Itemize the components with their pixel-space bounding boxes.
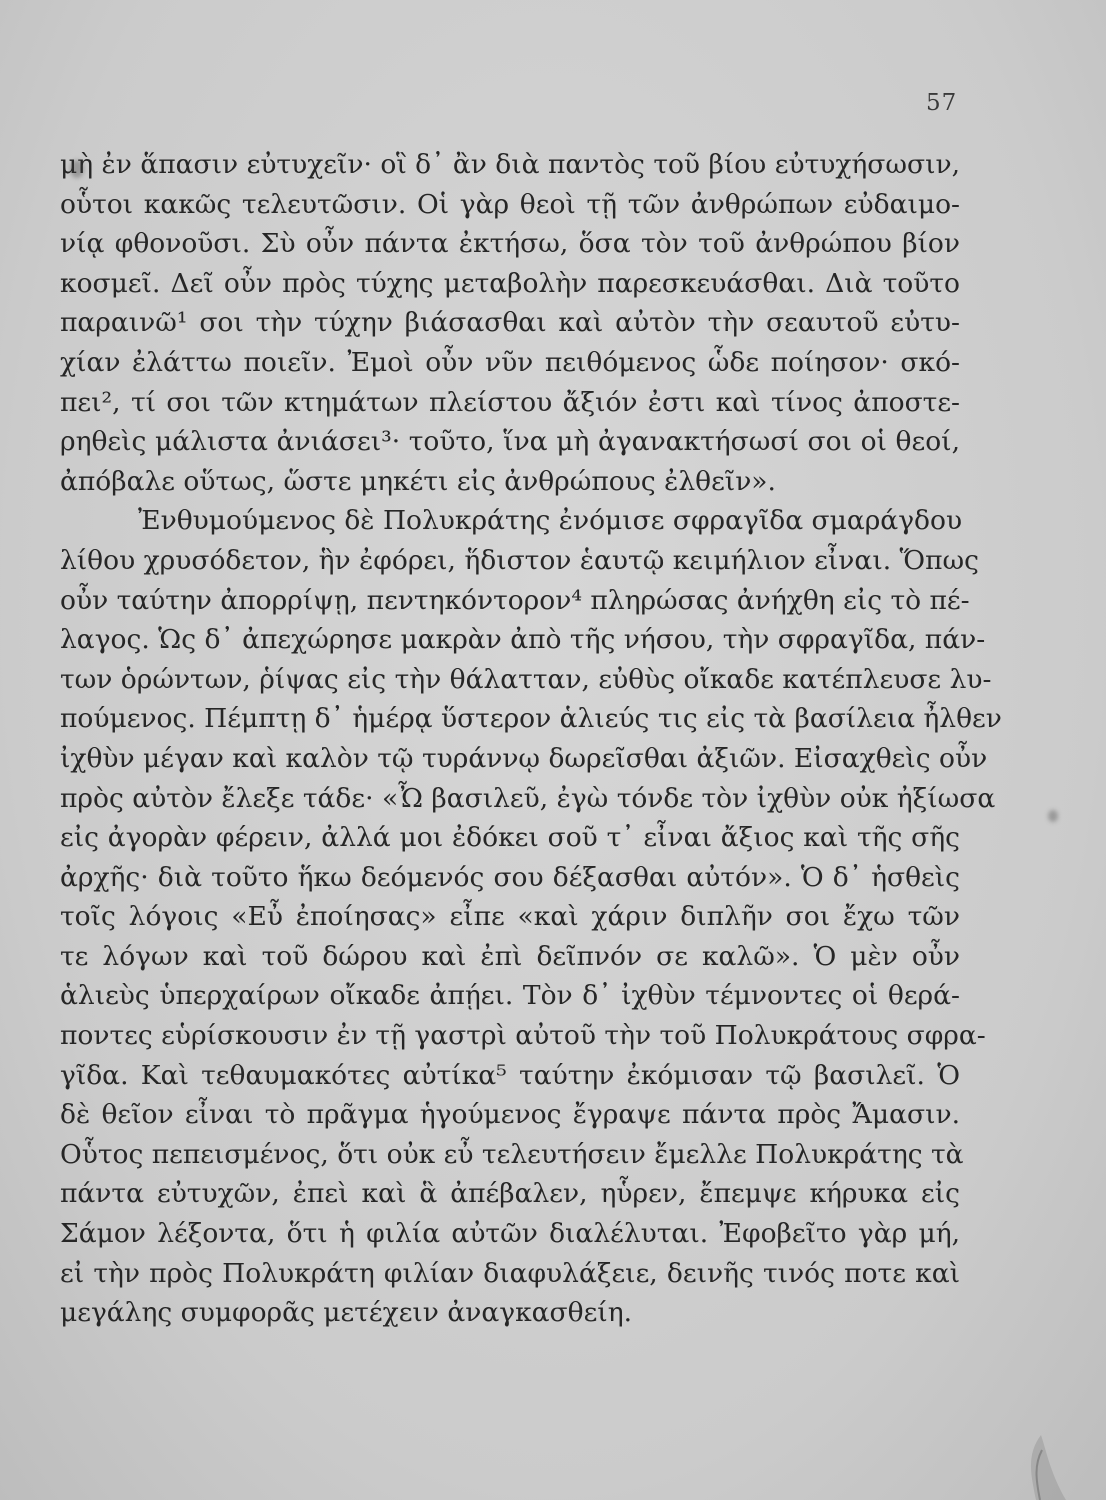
text-line: κοσμεῖ. Δεῖ οὖν πρὸς τύχης μεταβολὴν παρεσκευάσθαι. Διὰ τοῦτο: [60, 267, 960, 299]
text-line: Οὗτος πεπεισμένος, ὅτι οὐκ εὖ τελευτήσειν ἔμελλε Πολυκράτης τὰ: [60, 1138, 964, 1170]
text-line: μὴ ἐν ἅπασιν εὐτυχεῖν· οἳ δ᾽ ἂν διὰ παντὸς τοῦ βίου εὐτυχήσωσιν,: [60, 149, 960, 180]
text-line: εἰς ἀγορὰν φέρειν, ἀλλά μοι ἐδόκει σοῦ τ᾽ εἶναι ἄξιος καὶ τῆς σῆς: [60, 822, 960, 854]
text-line: ἰχθὺν μέγαν καὶ καλὸν τῷ τυράννῳ δωρεῖσθαι ἀξιῶν. Εἰσαχθεὶς οὖν: [60, 742, 988, 774]
text-line: ἀπόβαλε οὕτως, ὥστε μηκέτι εἰς ἀνθρώπους ἐλθεῖν».: [60, 465, 776, 497]
text-line: ἁλιεὺς ὑπερχαίρων οἴκαδε ἀπῄει. Τὸν δ᾽ ἰχθὺν τέμνοντες οἱ θερά-: [60, 980, 960, 1012]
text-line: γῖδα. Καὶ τεθαυμακότες αὐτίκα⁵ ταύτην ἐκόμισαν τῷ βασιλεῖ. Ὁ: [60, 1059, 960, 1091]
page-curl-icon: [996, 1380, 1066, 1500]
text-line: Σάμον λέξοντα, ὅτι ἡ φιλία αὐτῶν διαλέλυται. Ἐφοβεῖτο γὰρ μή,: [60, 1218, 960, 1250]
text-line: μεγάλης συμφορᾶς μετέχειν ἀναγκασθείη.: [60, 1297, 633, 1329]
text-line: ἀρχῆς· διὰ τοῦτο ἥκω δεόμενός σου δέξασθαι αὐτόν». Ὁ δ᾽ ἡσθεὶς: [60, 861, 960, 893]
text-line: ρηθεὶς μάλιστα ἀνιάσει³· τοῦτο, ἵνα μὴ ἀγανακτήσωσί σοι οἱ θεοί,: [60, 426, 960, 458]
text-line: χίαν ἐλάττω ποιεῖν. Ἐμοὶ οὖν νῦν πειθόμενος ὧδε ποίησον· σκό-: [60, 346, 960, 378]
text-line: των ὁρώντων, ῥίψας εἰς τὴν θάλατταν, εὐθὺς οἴκαδε κατέπλευσε λυ-: [60, 663, 992, 695]
page-number: 57: [926, 90, 958, 116]
text-line: πάντα εὐτυχῶν, ἐπεὶ καὶ ἃ ἀπέβαλεν, ηὗρεν, ἔπεμψε κήρυκα εἰς: [60, 1178, 960, 1210]
ink-smudge: [70, 160, 84, 178]
text-line: λίθου χρυσόδετον, ἣν ἐφόρει, ἥδιστον ἑαυτῷ κειμήλιον εἶναι. Ὅπως: [60, 544, 979, 576]
text-line: παραινῶ¹ σοι τὴν τύχην βιάσασθαι καὶ αὐτὸν τὴν σεαυτοῦ εὐτυ-: [60, 307, 960, 339]
text-line: πει², τί σοι τῶν κτημάτων πλείστου ἄξιόν ἐστι καὶ τίνος ἀποστε-: [60, 386, 960, 418]
text-line: νίᾳ φθονοῦσι. Σὺ οὖν πάντα ἐκτήσω, ὅσα τὸν τοῦ ἀνθρώπου βίον: [60, 228, 960, 260]
text-line: πρὸς αὐτὸν ἔλεξε τάδε· «Ὦ βασιλεῦ, ἐγὼ τόνδε τὸν ἰχθὺν οὐκ ἠξίωσα: [60, 782, 996, 814]
text-line: οὖν ταύτην ἀπορρίψῃ, πεντηκόντορον⁴ πληρώσας ἀνήχθη εἰς τὸ πέ-: [60, 584, 970, 616]
text-line: ποντες εὑρίσκουσιν ἐν τῇ γαστρὶ αὐτοῦ τὴν τοῦ Πολυκράτους σφρα-: [60, 1020, 986, 1052]
text-line: εἰ τὴν πρὸς Πολυκράτη φιλίαν διαφυλάξειε, δεινῆς τινός ποτε καὶ: [60, 1257, 960, 1289]
text-line: δὲ θεῖον εἶναι τὸ πρᾶγμα ἡγούμενος ἔγραψε πάντα πρὸς Ἄμασιν.: [60, 1099, 960, 1131]
text-line: Ἐνθυμούμενος δὲ Πολυκράτης ἐνόμισε σφραγῖδα σμαράγδου: [138, 505, 963, 537]
text-line: οὗτοι κακῶς τελευτῶσιν. Οἱ γὰρ θεοὶ τῇ τῶν ἀνθρώπων εὐδαιμο-: [60, 188, 960, 220]
text-line: πούμενος. Πέμπτῃ δ᾽ ἡμέρᾳ ὕστερον ἁλιεύς τις εἰς τὰ βασίλεια ἦλθεν: [60, 703, 1002, 735]
text-line: τοῖς λόγοις «Εὖ ἐποίησας» εἶπε «καὶ χάριν διπλῆν σοι ἔχω τῶν: [60, 901, 960, 933]
text-line: τε λόγων καὶ τοῦ δώρου καὶ ἐπὶ δεῖπνόν σε καλῶ». Ὁ μὲν οὖν: [60, 940, 960, 972]
text-line: λαγος. Ὡς δ᾽ ἀπεχώρησε μακρὰν ἀπὸ τῆς νήσου, τὴν σφραγῖδα, πάν-: [60, 624, 986, 656]
ink-smudge: [1048, 810, 1058, 822]
body-text: [60, 145, 1002, 1333]
